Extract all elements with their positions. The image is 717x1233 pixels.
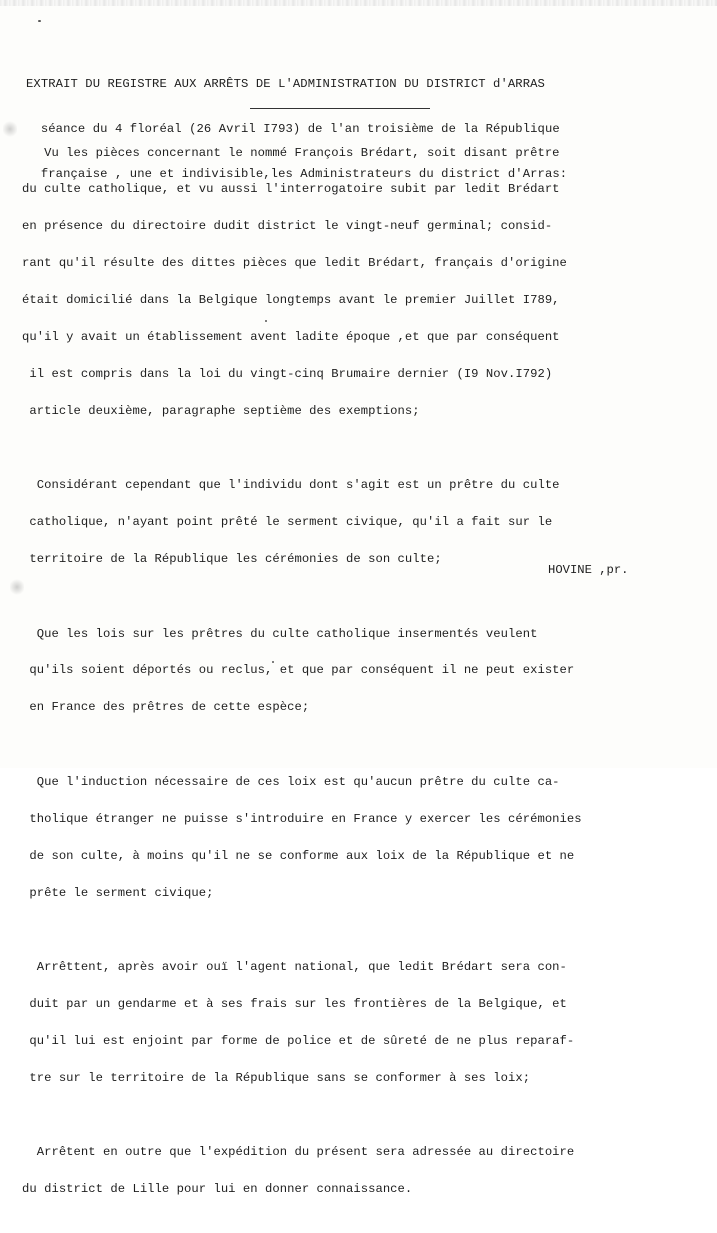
paragraph-induction (22, 751, 702, 923)
text-line: Arrêtent en outre que l'expédition du présent sera adressée au directoire (22, 1145, 575, 1160)
text-line: de son culte, à moins qu'il ne se conforme aux loix de la République et ne (22, 848, 575, 863)
paragraph-lois (22, 603, 702, 738)
text-line: prête le serment civique; (22, 885, 214, 900)
text-line: du district de Lille pour lui en donner connaissance. (22, 1182, 413, 1197)
text-line: Que les lois sur les prêtres du culte catholique insermentés veulent (22, 626, 538, 641)
scan-speck (38, 20, 41, 22)
paragraph-vu (22, 122, 702, 442)
text-line: en France des prêtres de cette espèce; (22, 700, 310, 715)
text-line: rant qu'il résulte des dittes pièces que ledit Brédart, français d'origine (22, 256, 567, 271)
heading-rule (250, 108, 430, 109)
heading-line: EXTRAIT DU REGISTRE AUX ARRÊTS DE L'ADMINISTRATION DU DISTRICT d'ARRAS (26, 77, 545, 91)
paragraph-arretent (22, 936, 702, 1108)
heading-line: française , une et indivisible,les Administrateurs du district d'Arras: (26, 167, 568, 181)
scan-edge (0, 0, 717, 6)
signature: HOVINE ,pr. (548, 563, 629, 577)
heading-line: séance du 4 floréal (26 Avril I793) de l'an troisième de la République (26, 122, 560, 136)
text-line: tholique étranger ne puisse s'introduire en France y exercer les cérémonies (22, 811, 582, 826)
text-line: qu'ils soient déportés ou reclus, et que par conséquent il ne peut exister (22, 663, 575, 678)
text-line: Arrêttent, après avoir ouï l'agent national, que ledit Brédart sera con- (22, 960, 567, 974)
text-line: en présence du directoire dudit district le vingt-neuf germinal; consid- (22, 219, 553, 234)
text-line: Considérant cependant que l'individu dont s'agit est un prêtre du culte (22, 478, 560, 493)
text-line: catholique, n'ayant point prêté le serment civique, qu'il a fait sur le (22, 515, 553, 530)
text-line: était domicilié dans la Belgique longtemps avant le premier Juillet I789, (22, 293, 560, 308)
text-line: article deuxième, paragraphe septième des exemptions; (22, 403, 420, 418)
text-line: Vu les pièces concernant le nommé François Brédart, soit disant prêtre (22, 145, 560, 160)
text-line: qu'il lui est enjoint par forme de police et de sûreté de ne plus reparaf- (22, 1033, 575, 1048)
paragraph-expedition (22, 1122, 702, 1220)
text-line: qu'il y avait un établissement avent ladite époque ,et que par conséquent (22, 330, 560, 345)
text-line: il est compris dans la loi du vingt-cinq Brumaire dernier (I9 Nov.I792) (22, 366, 553, 381)
text-line: tre sur le territoire de la République sans se conformer à ses loix; (22, 1070, 531, 1085)
text-line: du culte catholique, et vu aussi l'interrogatoire subit par ledit Brédart (22, 182, 560, 197)
text-line: Que l'induction nécessaire de ces loix est qu'aucun prêtre du culte ca- (22, 774, 560, 789)
scan-blot (3, 120, 17, 138)
document-body (22, 122, 702, 1233)
text-line: duit par un gendarme et à ses frais sur les frontières de la Belgique, et (22, 996, 567, 1011)
text-line: territoire de la République les cérémonies de son culte; (22, 552, 442, 567)
